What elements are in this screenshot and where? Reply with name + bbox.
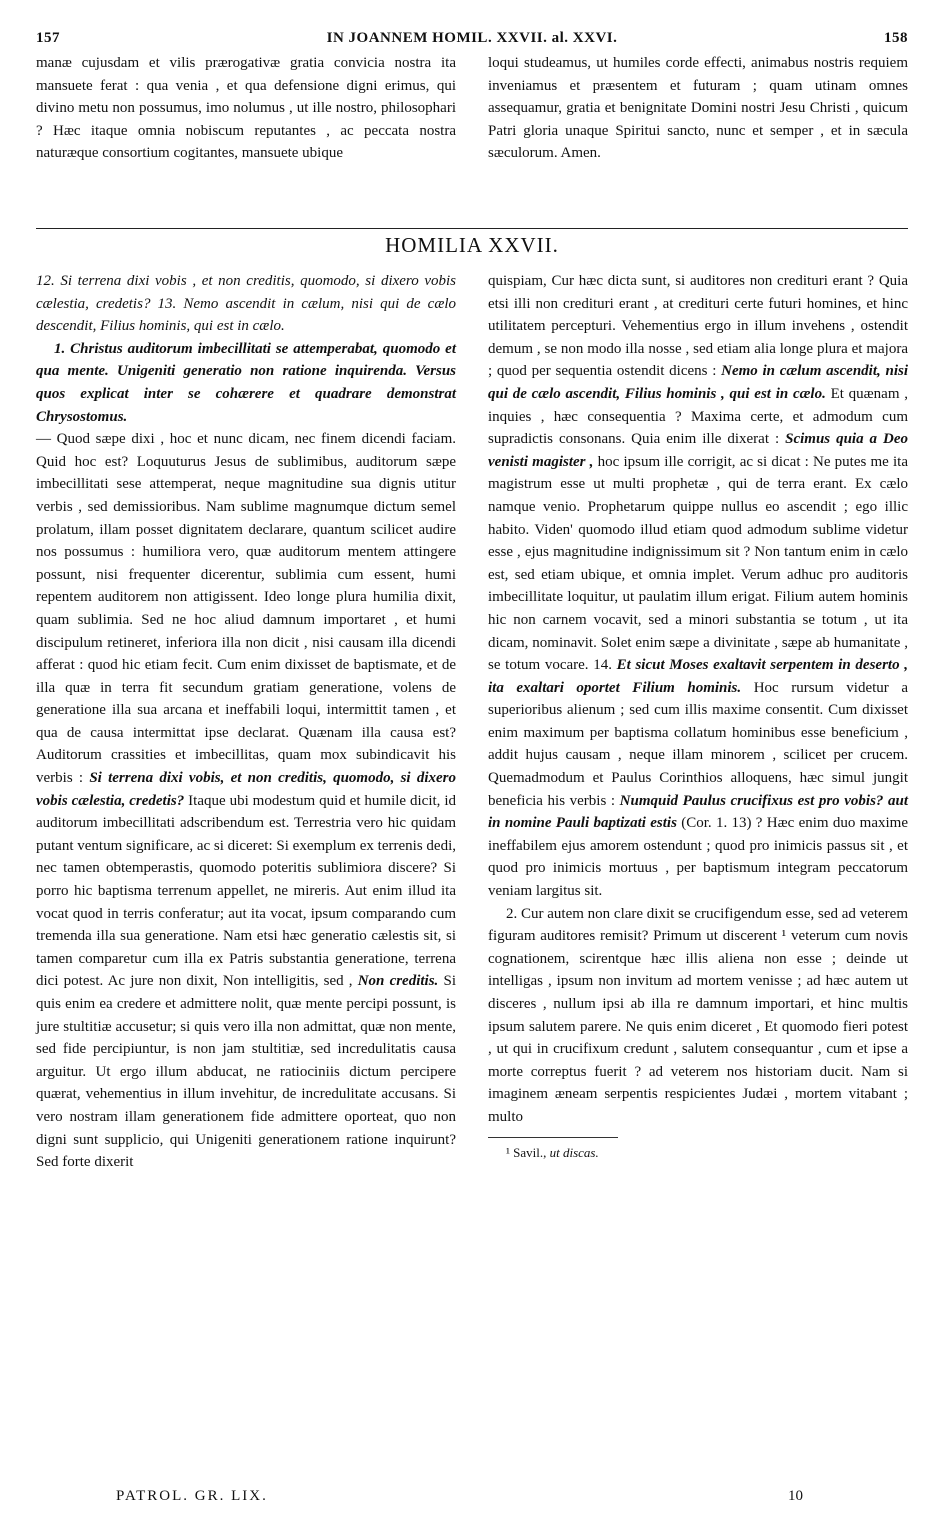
right-p1-part-e: (Cor. 1. 13) ? Hæc enim duo maxime ineffabilem ejus amorem ostendunt ; quod pro inimicis passus sit , et quod pro inimicis mortuus , per baptismum integram peccatorum veniam largitus sit. <box>488 815 908 900</box>
top-continuation <box>36 52 908 224</box>
top-right-text: loqui studeamus, ut humiles corde effecti, animabus nostris requiem inveniamus et præsentem et futuram ; quam utinam omnes assequamur, gratia et benignitate Domini nostri Jesu Christi , quicum Patri gloria unaque Spiritui sancto, nunc et semper , et in sæcula sæculorum. Amen. <box>488 55 908 162</box>
top-left-column <box>36 52 456 165</box>
right-paragraph-1 <box>488 270 908 903</box>
page <box>36 30 909 1504</box>
footnote-text: ut discas. <box>549 1144 599 1160</box>
main-left-column <box>36 270 456 1174</box>
page-number-right: 158 <box>884 30 908 46</box>
right-quote-2: Scimus quia a Deo venisti magister , <box>488 431 909 470</box>
right-p1-part-b: Et quænam , inquies , hæc consequentia ? Maxima certe, et admodum cum supradictis consonans. Quia enim ille dixerat : <box>488 385 908 448</box>
right-p1-part-a: quispiam, Cur hæc dicta sunt, si auditores non credituri erant ? Quia etsi illi non credituri erant , at credituri certe futuri homines, et hinc utilitatem percepturi. Vehementius ergo in illum invehens , ostendit demum , se non modo illa nosse , sed etiam alia longe plura et majora ; quod per sequentia ostendit dicens : <box>488 273 908 380</box>
right-quote-4: Numquid Paulus crucifixus est pro vobis? aut in nomine Pauli baptizati estis <box>488 792 909 832</box>
left-body-part-1: — Quod sæpe dixi , hoc et nunc dicam, nec finem dicendi faciam. Quid hoc est? Loquuturus Jesus de sublimibus, auditorum sæpe imbecillitati sese attemperat, neque magnitudine sua dignis utitur verbis , sed demissioribus. Nam sublime magnumque dictum semel prolatum, illam posset dignitatem declarare, quantum scilicet audire nos possumus : humiliora vero, quæ auditorum mentem attingere possunt, nisi frequenter dicerentur, sublimia cum essent, humi repentem auditorem non attigissent. Ideo longe plura humilia dixit, quam sublimia. Sed ne hoc aliud damnum importaret , et humi discipulum retineret, inferiora illa non dicit , nisi causam illa dicendi afferat : quod hic etiam fecit. Cum enim dixisset de baptismate, et de illa quæ in terra fit secundum gratiam generatione, volens de generatione illa sua arcana et ineffabili loqui, intermittit tamen , et qua de causa intermittat ipse declarat. Quænam illa causa est? Auditorum crassities et imbecillitas, quam mox subindicavit his verbis : <box>36 431 456 787</box>
running-header <box>36 30 908 52</box>
main-right-column <box>488 270 908 1162</box>
footer-series: PATROL. GR. LIX. <box>116 1488 268 1504</box>
right-quote-3: Et sicut Moses exaltavit serpentem in deserto , ita exaltari oportet Filium hominis. <box>488 657 909 696</box>
top-right-column <box>488 52 908 165</box>
page-number-left: 157 <box>36 30 60 46</box>
footnote-rule <box>488 1137 618 1138</box>
left-body <box>36 428 456 1174</box>
right-p1-part-d: Hoc rursum videtur a superioribus alienum ; sed cum illis maxime consentit. Cum dixisset enim maximum per baptisma collatum hominibus esse beneficium , addit hujus causam , neque illam minorem , scilicet per crucem. Quemadmodum et Paulus Corinthios alloquens, hæc simul jungit beneficia his verbis : <box>488 679 908 809</box>
left-body-part-3: Si quis enim ea credere et admittere nolit, quæ mente percipi possunt, is jure stultitiæ accusetur; si quis vero illa non admittat, quæ non mente, sed fide percipiuntur, is non jam stultitiæ, sed incredulitatis causa arguitur. Ut ergo illum abducat, ne ratiociniis dictum percipere quærat, vehementius in illum invehitur, de incredulitate accusans. Si vero nostram illam generationem fide admittere oporteat, quo non digni sunt supplicio, qui Unigeniti generationem ratione inquirunt? Sed forte dixerit <box>36 973 457 1171</box>
left-body-part-2: Itaque ubi modestum quid et humile dicit, id auditorum imbecillitati adscribendum est. Terrestria vero hic quidam putant ventum significare, ac si diceret: Si exemplum ex terrenis dedi, nec tamen obtemperastis, quomodo poteritis sublimiora discere? Si porro hic baptisma terrenum appellet, ne mireris. Aut enim illud ita vocat quod in terris conferatur; aut ita vocat, ipsum comparando cum tremenda illa sua generatione. Nam etsi hæc generatio cælestis sit, si tamen comparetur cum illa ex Patris substantia generatione, terrena dici potest. Ac jure non dixit, Non intelligitis, sed , <box>36 792 457 990</box>
right-paragraph-2: 2. Cur autem non clare dixit se crucifigendum esse, sed ad veterem figuram auditores remisit? Primum ut discerent ¹ veterum cum novis cognationem, scirentque hæc illis aliena non esse ; deinde ut intelligas , ipsum non invitum ad mortem venisse ; ad hæc autem ut disceres , nullum ipsi ab illa re damnum importari, et hinc multis ipsum salutem parere. Ne quis enim diceret , Et quomodo fieri potest , ut qui in crucifixum credunt , salutem consequantur , cum et ipse a morte correptus fuerit ? ad veterem nos historiam ducit. Nam si imaginem æneam serpentis respicientes Judæi , mortem vitabant ; multo <box>488 905 908 1125</box>
homily-title: HOMILIA XXVII. <box>385 233 559 257</box>
signature-mark: 10 <box>788 1488 803 1504</box>
right-quote-1: Nemo in cælum ascendit, nisi qui de cælo ascendit, Filius hominis , qui est in cælo. <box>488 363 909 402</box>
section-divider <box>36 228 908 229</box>
footnote-mark: ¹ Savil., <box>506 1144 550 1160</box>
chapter-summary: 1. Christus auditorum imbecillitati se attemperabat, quomodo et qua mente. Unigeniti generatio non ratione inquirenda. Versus quos explicat inter se cohærere et quadrare demonstrat Chrysostomus. <box>36 340 456 425</box>
top-left-text: manæ cujusdam et vilis prærogativæ gratia convicia nostra ita mansuete ferat : qua venia , et qua defensione digni erimus, qui divino metu non possumus, imo nolumus , ut ille nostro, philosophari ? Hæc itaque omnia nobiscum reputantes , ac peccata nostra naturæque consortium cogitantes, mansuete ubique <box>36 55 456 162</box>
scripture-verse: 12. Si terrena dixi vobis , et non creditis, quomodo, si dixero vobis cælestia, credetis? 13. Nemo ascendit in cælum, nisi qui de cælo descendit, Filius hominis, qui est in cælo. <box>36 273 456 335</box>
left-quote-1: Si terrena dixi vobis, et non creditis, quomodo, si dixero vobis cælestia, credetis? <box>36 770 457 809</box>
left-quote-2: Non creditis. <box>357 973 439 990</box>
footnote <box>488 1144 908 1162</box>
right-p1-part-c: hoc ipsum ille corrigit, ac si dicat : Ne putes me ita magistrum esse ut multi prophetæ , qui de terra erant. Ex cælo namque venio. Prophetarum quippe nullus eo ascendit ; ego illic habito. Viden' quomodo illud etiam quod admodum sublime videtur esse , ejus magnitudine indignissimum sit ? Non tantum enim in cælo est, sed etiam ubique, et omnia implet. Verum adhuc pro auditoris imbecillitate loquitur, ut paulatim illum erigat. Filium autem hominis hic non carnem vocavit, sed a minori substantia se totum , ut ita dicam, nominavit. Solet enim sæpe a divinitate , sæpe ab humanitate , se totum vocare. 14. <box>488 453 908 674</box>
running-title: IN JOANNEM HOMIL. XXVII. al. XXVI. <box>326 30 618 46</box>
